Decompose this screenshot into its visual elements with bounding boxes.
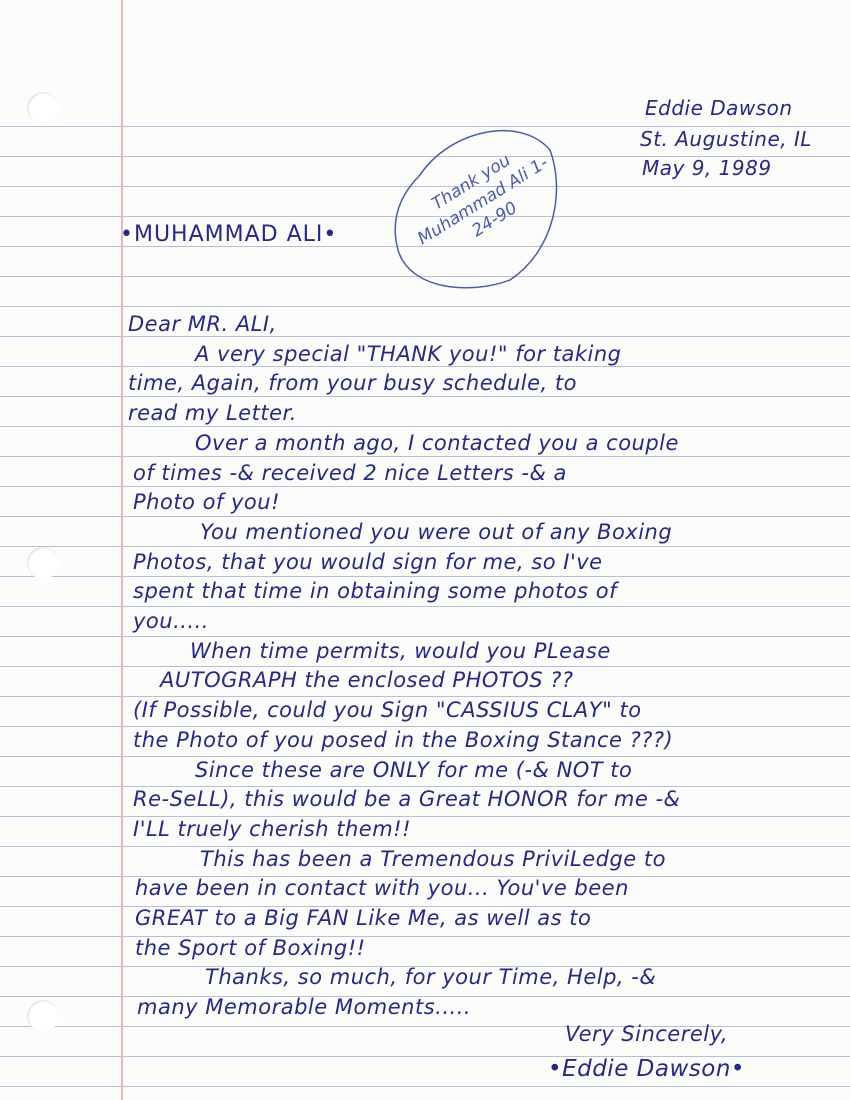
letter-line: Re-SeLL), this would be a Great HONOR for me -& <box>133 787 681 812</box>
letter-line: read my Letter. <box>128 401 297 426</box>
closing: Very Sincerely, <box>565 1022 729 1046</box>
letter-line: This has been a Tremendous PriviLedge to <box>200 846 666 871</box>
letter-line: Over a month ago, I contacted you a couple <box>195 430 679 455</box>
margin-line <box>121 0 123 1100</box>
punch-hole <box>27 1000 59 1032</box>
letter-line: I'LL truely cherish them!! <box>133 816 412 841</box>
letter-line: spent that time in obtaining some photos of <box>133 579 618 604</box>
letter-line: (If Possible, could you Sign "CASSIUS CLAY" to <box>133 698 642 723</box>
letter-line: you..... <box>133 609 209 633</box>
letter-line: Photo of you! <box>133 490 280 515</box>
letter-line: You mentioned you were out of any Boxing <box>200 519 673 544</box>
letter-line: A very special "THANK you!" for taking <box>195 341 622 366</box>
signature: •Eddie Dawson• <box>548 1056 745 1082</box>
letter-line: Since these are ONLY for me (-& NOT to <box>195 757 633 782</box>
recipient: •MUHAMMAD ALI• <box>120 222 338 247</box>
letter-line: Thanks, so much, for your Time, Help, -& <box>205 965 657 990</box>
letter-line: the Photo of you posed in the Boxing Stance ???) <box>133 727 674 752</box>
punch-hole <box>27 547 59 579</box>
letter-date: May 9, 1989 <box>642 156 772 180</box>
letter-line: Photos, that you would sign for me, so I've <box>133 549 603 574</box>
autograph-text: Thank you Muhammad Ali 1-24-90 <box>414 150 552 250</box>
letter-line: GREAT to a Big FAN Like Me, as well as to <box>135 906 592 930</box>
sender-location: St. Augustine, IL <box>640 127 813 151</box>
letter-line: have been in contact with you... You've been <box>135 876 629 901</box>
letter-line: Dear MR. ALI, <box>128 312 277 336</box>
letter-line: When time permits, would you PLease <box>190 638 611 663</box>
letter-line: AUTOGRAPH the enclosed PHOTOS ?? <box>160 668 574 693</box>
sender-name: Eddie Dawson <box>645 96 793 120</box>
punch-hole <box>27 92 59 124</box>
letter-line: the Sport of Boxing!! <box>135 935 366 960</box>
letter-line: time, Again, from your busy schedule, to <box>128 371 577 396</box>
letter-line: of times -& received 2 nice Letters -& a <box>133 460 567 485</box>
letter-line: many Memorable Moments..... <box>137 995 472 1020</box>
